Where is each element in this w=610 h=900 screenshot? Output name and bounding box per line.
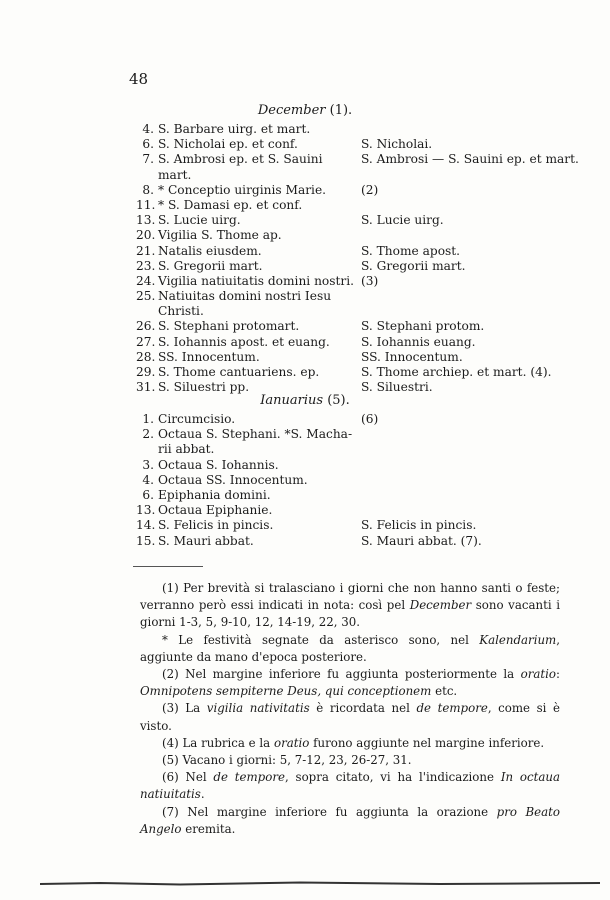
comparison-entry: S. Stephani protom. (361, 319, 485, 334)
feast-name: Octaua SS. Innocentum. (158, 472, 308, 487)
feast-name: Natiuitas domini nostri Iesu (158, 289, 332, 304)
calendar-entry (136, 152, 354, 167)
feast-name: Vigilia natiuitatis domini nostri. (158, 273, 355, 288)
comparison-entry (361, 198, 579, 213)
calendar-entry (136, 365, 354, 380)
day-number: 1. (142, 412, 154, 426)
day-number: 24. (136, 273, 156, 288)
calendar-entry (136, 198, 354, 213)
footnotes (140, 580, 560, 838)
calendar-entry (136, 534, 352, 549)
footnote-divider (133, 566, 203, 567)
day-number: 13. (136, 213, 156, 228)
comparison-entry (361, 458, 482, 473)
day-number: 26. (136, 319, 156, 334)
footnote-asterisk: * Le festività segnate da asterisco sono, nel Kalendarium, aggiunte da mano d'epoca posteriore. (140, 632, 560, 664)
calendar-right-column (361, 412, 482, 549)
comparison-entry: S. Lucie uirg. (361, 213, 444, 228)
day-number: 31. (136, 380, 156, 395)
feast-name: S. Iohannis apost. et euang. (158, 334, 330, 349)
day-number: 4. (142, 472, 154, 487)
calendar-entry (136, 244, 354, 259)
calendar-entry (136, 183, 354, 198)
day-number: 21. (136, 243, 156, 258)
feast-name: SS. Innocentum. (158, 349, 260, 364)
day-number: 25. (136, 289, 156, 304)
comparison-entry (361, 442, 482, 457)
calendar-entry (136, 213, 354, 228)
calendar-entry (136, 442, 352, 457)
day-number: 7. (142, 152, 154, 167)
footnote-1: (1) Per brevità si tralasciano i giorni che non hanno santi o feste; verranno però essi indicati in nota: così pel December sono vacanti i giorni 1-3, 5, 9-10, 12, 14-19, 22, 30. (140, 581, 561, 630)
calendar-entry (136, 168, 354, 183)
comparison-entry (361, 289, 579, 304)
feast-name: S. Barbare uirg. et mart. (158, 122, 311, 136)
calendar-entry (136, 304, 354, 319)
day-number: 4. (142, 122, 154, 136)
calendar-right-column (361, 122, 579, 395)
feast-name: mart. (158, 167, 192, 182)
comparison-entry: (6) (361, 412, 379, 426)
month-name: Ianuarius (260, 393, 324, 408)
day-number: 6. (142, 137, 154, 152)
comparison-entry: S. Ambrosi — S. Sauini ep. et mart. (361, 152, 579, 167)
feast-name: S. Ambrosi ep. et S. Sauini (158, 152, 323, 167)
calendar-entry (136, 319, 354, 334)
comparison-entry: S. Gregorii mart. (361, 258, 466, 273)
day-number: 23. (136, 258, 156, 273)
day-number: 8. (142, 182, 154, 197)
comparison-entry: S. Nicholai. (361, 137, 433, 152)
day-number: 14. (136, 518, 156, 533)
comparison-entry (361, 488, 482, 503)
comparison-entry: S. Thome archiep. et mart. (4). (361, 365, 552, 379)
month-name: December (257, 103, 326, 118)
comparison-entry (361, 168, 579, 183)
heading-note-ref: (5). (327, 393, 350, 408)
calendar-left-column (136, 412, 352, 549)
comparison-entry (361, 427, 482, 442)
page-number: 48 (129, 70, 149, 88)
feast-name: S. Gregorii mart. (158, 258, 263, 273)
feast-name: S. Nicholai ep. et conf. (158, 137, 298, 152)
feast-name: Vigilia S. Thome ap. (158, 228, 282, 243)
day-number: 20. (136, 228, 156, 243)
feast-name: * Conceptio uirginis Marie. (158, 182, 327, 197)
footnote-2: (2) Nel margine inferiore fu aggiunta posteriormente la oratio: Omnipotens sempiterne Deus, qui conceptionem etc. (140, 667, 560, 699)
calendar-entry (136, 473, 352, 488)
comparison-entry (361, 304, 579, 319)
feast-name: Natalis eiusdem. (158, 243, 262, 258)
comparison-entry (361, 473, 482, 488)
feast-name: S. Stephani protomart. (158, 319, 300, 334)
feast-name: Octaua S. Iohannis. (158, 457, 279, 472)
feast-name: S. Mauri abbat. (158, 533, 254, 548)
feast-name: S. Siluestri pp. (158, 380, 250, 395)
calendar-entry (136, 488, 352, 503)
feast-name: rii abbat. (158, 442, 215, 457)
day-number: 28. (136, 349, 156, 364)
comparison-entry (361, 503, 482, 518)
comparison-entry (361, 122, 579, 137)
feast-name: S. Lucie uirg. (158, 213, 241, 228)
footnote-6: (6) Nel de tempore, sopra citato, vi ha l'indicazione In octaua natiuitatis. (140, 770, 560, 802)
feast-name: Octaua Epiphanie. (158, 503, 273, 518)
footnote-7: (7) Nel margine inferiore fu aggiunta la orazione pro Beato Angelo eremita. (140, 804, 560, 836)
calendar-entry (136, 412, 352, 427)
feast-name: * S. Damasi ep. et conf. (158, 197, 303, 212)
feast-name: S. Thome cantuariens. ep. (158, 365, 320, 379)
feast-name: Epiphania domini. (158, 487, 271, 502)
day-number: 3. (142, 457, 154, 472)
comparison-entry: (2) (361, 182, 379, 197)
day-number: 27. (136, 334, 156, 349)
comparison-entry: SS. Innocentum. (361, 349, 463, 364)
comparison-entry: S. Thome apost. (361, 243, 461, 258)
calendar-entry (136, 122, 354, 137)
comparison-entry (361, 228, 579, 243)
calendar-entry (136, 274, 354, 289)
day-number: 29. (136, 365, 156, 379)
comparison-entry: S. Felicis in pincis. (361, 518, 477, 533)
calendar-left-column (136, 122, 354, 395)
calendar-entry (136, 137, 354, 152)
day-number: 2. (142, 427, 154, 442)
feast-name: Octaua S. Stephani. *S. Macha- (158, 427, 353, 442)
feast-name: Circumcisio. (158, 412, 236, 426)
calendar-entry (136, 427, 352, 442)
calendar-entry (136, 503, 352, 518)
comparison-entry: S. Mauri abbat. (7). (361, 533, 482, 548)
calendar-entry (136, 228, 354, 243)
scan-edge-mark (40, 880, 600, 886)
section-heading-ianuarius (0, 393, 610, 408)
calendar-entry (136, 259, 354, 274)
section-heading-december (0, 103, 610, 118)
footnote-3: (3) La vigilia nativitatis è ricordata nel de tempore, come si è visto. (140, 701, 561, 733)
day-number: 15. (136, 533, 156, 548)
calendar-entry (136, 335, 354, 350)
footnote-5: (5) Vacano i giorni: 5, 7-12, 23, 26-27, 31. (162, 753, 412, 768)
calendar-entry (136, 458, 352, 473)
day-number: 6. (142, 487, 154, 502)
comparison-entry: S. Siluestri. (361, 380, 433, 395)
day-number: 11. (136, 197, 156, 212)
feast-name: S. Felicis in pincis. (158, 518, 274, 533)
heading-note-ref: (1). (329, 103, 353, 118)
comparison-entry: (3) (361, 273, 379, 288)
calendar-entry (136, 289, 354, 304)
feast-name: Christi. (158, 304, 204, 319)
comparison-entry: S. Iohannis euang. (361, 334, 476, 349)
day-number: 13. (136, 503, 156, 518)
calendar-entry (136, 350, 354, 365)
calendar-entry (136, 518, 352, 533)
footnote-4: (4) La rubrica e la oratio furono aggiunte nel margine inferiore. (162, 735, 545, 750)
